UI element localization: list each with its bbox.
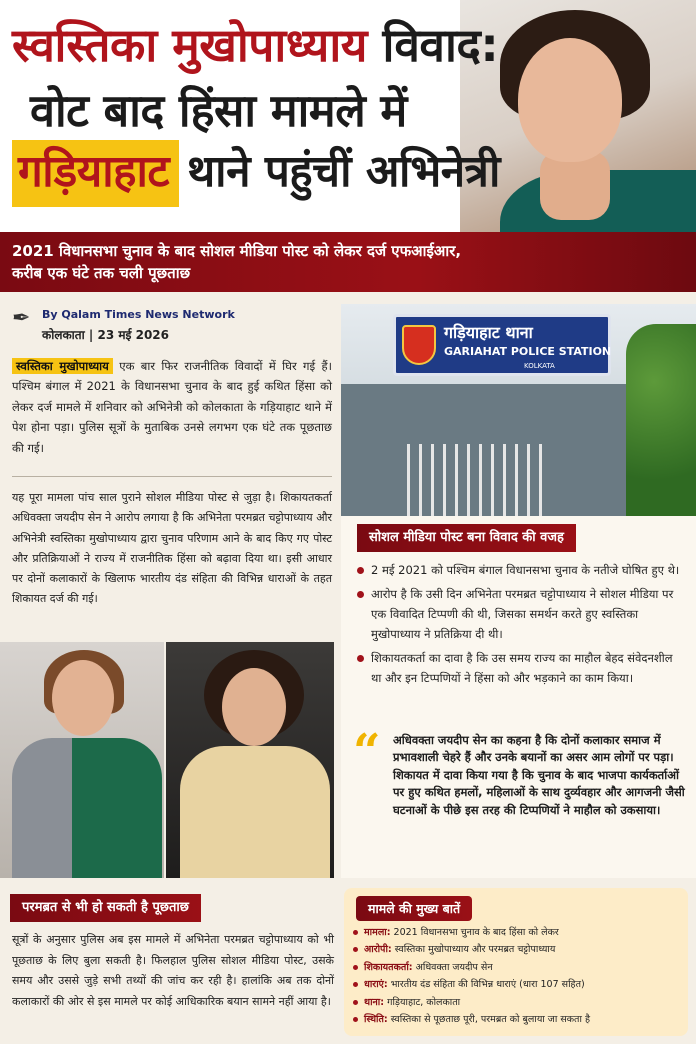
list-item: आरोप है कि उसी दिन अभिनेता परमब्रत चट्टोपाध्याय ने सोशल मीडिया पर एक विवादित टिप्पणी की थी, जिसका समर्थन करते हुए स्वस्तिका मुखोपाध्याय ने प्रतिक्रिया दी थी।	[355, 584, 685, 644]
key-points-box	[344, 888, 688, 1036]
list-item: स्थिति: स्वस्तिका से पूछताछ पूरी, परमब्रत को बुलाया जा सकता है	[352, 1011, 684, 1028]
list-item: थाना: गड़ियाहाट, कोलकाता	[352, 994, 684, 1011]
masthead-headline	[0, 0, 696, 232]
list-item: शिकायतकर्ता: अधिवक्ता जयदीप सेन	[352, 959, 684, 976]
social-bullet-list	[355, 560, 685, 692]
subheadline-text: 2021 विधानसभा चुनाव के बाद सोशल मीडिया पोस्ट को लेकर दर्ज एफआईआर, करीब एक घंटे तक चली पूछताछ	[12, 242, 462, 282]
list-item: मामला: 2021 विधानसभा चुनाव के बाद हिंसा को लेकर	[352, 924, 684, 941]
headline-red: स्वस्तिका मुखोपाध्याय	[12, 18, 367, 72]
quill-icon: ✒	[12, 306, 31, 331]
list-item: आरोपी: स्वस्तिका मुखोपाध्याय और परमब्रत चट्टोपाध्याय	[352, 941, 684, 958]
body-paragraph-2: यह पूरा मामला पांच साल पुराने सोशल मीडिया पोस्ट से जुड़ा है। शिकायतकर्ता अधिवक्ता जयदीप सेन ने आरोप लगाया है कि अभिनेता परमब्रत चट्टोपाध्याय और अभिनेत्री स्वस्तिका मुखोपाध्याय द्वारा चुनाव परिणाम आने के बाद किए गए पोस्ट और प्रतिक्रियाओं ने राज्य में राजनीतिक हिंसा को बढ़ावा दिया था। इसी आधार पर दोनों कलाकारों के खिलाफ भारतीय दंड संहिता की विभिन्न धाराओं के तहत शिकायत दर्ज की गई।	[12, 491, 332, 606]
quote-text: अधिवक्ता जयदीप सेन का कहना है कि दोनों कलाकार समाज में प्रभावशाली चेहरे हैं और उनके बयानों का असर आम लोगों पर पड़ा। शिकायत में दावा किया गया है कि चुनाव के बाद भाजपा कार्यकर्ताओं पर हुए कथित हमलों, महिलाओं के साथ दुर्व्यवहार और आगजनी जैसी घटनाओं के पीछे इस तरह की टिप्पणियों ने माहौल को उकसाया।	[393, 733, 685, 817]
key-points-list	[352, 924, 684, 1028]
social-media-box	[341, 516, 696, 878]
headline-dark: विवाद:	[382, 18, 499, 72]
list-item: 2 मई 2021 को पश्चिम बंगाल विधानसभा चुनाव के नतीजे घोषित हुए थे।	[355, 560, 685, 580]
intro-text: एक बार फिर राजनीतिक विवादों में घिर गई हैं। पश्चिम बंगाल में 2021 के विधानसभा चुनाव के बाद हुई कथित हिंसा को लेकर दर्ज मामले में शनिवार को अभिनेत्री को कोलकाता के गड़ियाहाट थाने में पेश होना पड़ा। पुलिस सूत्रों के मुताबिक उनसे लगभग एक घंटे तक पूछताछ की गई।	[12, 359, 332, 455]
social-box-title: सोशल मीडिया पोस्ट बना विवाद की वजह	[357, 524, 576, 552]
intro-name-tag: स्वस्तिका मुखोपाध्याय	[12, 358, 113, 374]
list-item: शिकायतकर्ता का दावा है कि उस समय राज्य का माहौल बेहद संवेदनशील था और इन टिप्पणियों ने हिंसा को और भड़काने का काम किया।	[355, 648, 685, 688]
sign-english: GARIAHAT POLICE STATION	[444, 345, 612, 358]
police-station-photo	[341, 304, 696, 516]
body-paragraph-3: सूत्रों के अनुसार पुलिस अब इस मामले में अभिनेता परमब्रत चट्टोपाध्याय को भी पूछताछ के लिए बुला सकती है। फिलहाल पुलिस सोशल मीडिया पोस्ट, उसके समय और उससे जुड़े सभी तथ्यों की जांच कर रही है। हालांकि अब तक दोनों कलाकारों की ओर से इस मामले पर कोई आधिकारिक बयान सामने नहीं आया है।	[12, 933, 334, 1008]
divider	[12, 476, 332, 477]
headline-rest: थाने पहुंचीं अभिनेत्री	[187, 146, 500, 197]
headline-highlight: गड़ियाहाट	[12, 140, 179, 207]
intro-paragraph	[12, 356, 332, 458]
headline-line-3	[12, 146, 500, 197]
list-item: धाराएं: भारतीय दंड संहिता की विभिन्न धाराएं (धारा 107 सहित)	[352, 976, 684, 993]
headline-line-1	[12, 18, 499, 72]
byline-author: By Qalam Times News Network	[42, 308, 235, 321]
actress-photo-right	[166, 642, 334, 878]
sign-city: KOLKATA	[524, 362, 555, 370]
subheadline-banner	[0, 232, 696, 292]
quote-mark-icon: “	[353, 724, 381, 780]
headline-line-2: वोट बाद हिंसा मामले में	[30, 84, 407, 137]
station-signboard	[393, 314, 611, 376]
key-points-title: मामले की मुख्य बातें	[356, 896, 472, 921]
police-emblem-icon	[402, 325, 436, 365]
actress-photo-left	[0, 642, 164, 878]
sign-hindi: गड़ियाहाट थाना	[444, 323, 533, 342]
section-title-parambrata: परमब्रत से भी हो सकती है पूछताछ	[10, 894, 201, 922]
dateline: कोलकाता | 23 मई 2026	[42, 328, 169, 342]
